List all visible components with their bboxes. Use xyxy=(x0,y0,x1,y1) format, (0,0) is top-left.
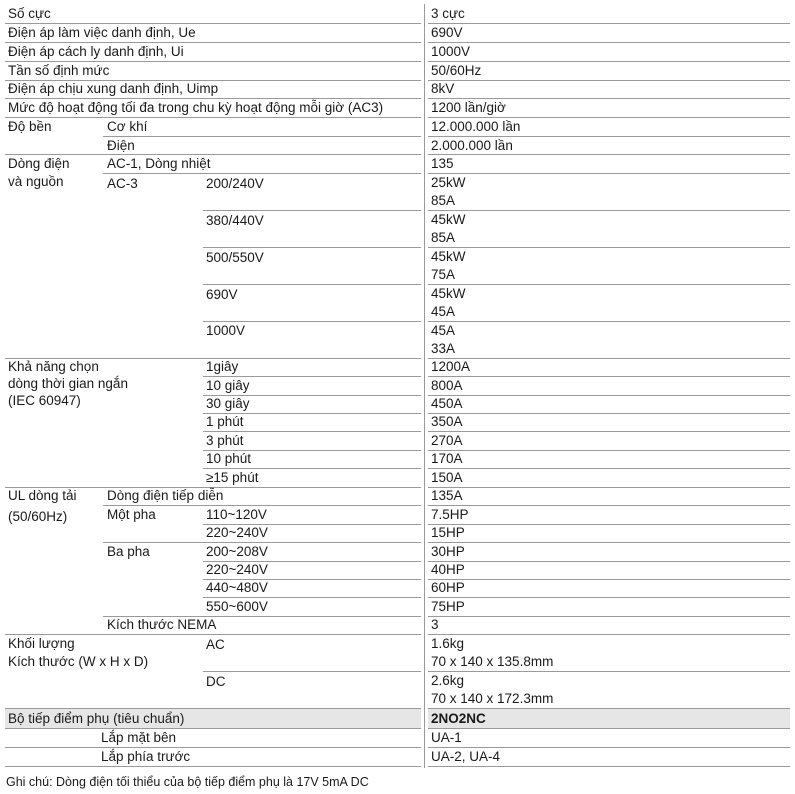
rule xyxy=(203,671,421,672)
label-r-550: 550~600V xyxy=(206,599,268,614)
rule xyxy=(428,284,790,285)
label-t-30s: 30 giây xyxy=(206,396,250,411)
rule xyxy=(428,671,790,672)
label-t-10m: 10 phút xyxy=(206,451,252,466)
rule xyxy=(428,173,790,174)
rule xyxy=(428,561,790,562)
rule xyxy=(428,579,790,580)
rule xyxy=(428,376,790,377)
value-ac-mass: 1.6kg xyxy=(431,636,465,651)
value-dong-tiep-dien: 135A xyxy=(431,488,463,503)
rule xyxy=(5,766,421,767)
label-kha-nang-1: Khả năng chọn xyxy=(8,359,99,374)
rule xyxy=(428,616,790,617)
value-ac1: 135 xyxy=(431,156,454,171)
rule xyxy=(428,42,790,43)
rule xyxy=(428,766,790,767)
value-t-10m: 170A xyxy=(431,451,463,466)
value-a-500: 75A xyxy=(431,267,456,282)
value-r-220a: 15HP xyxy=(431,525,465,540)
label-lap-mat-ben: Lắp mặt bên xyxy=(101,730,177,745)
rule xyxy=(103,173,421,174)
value-kw-690: 45kW xyxy=(431,286,466,301)
rule xyxy=(428,468,790,469)
rule xyxy=(428,542,790,543)
value-r-110: 7.5HP xyxy=(431,507,469,522)
label-v-1000: 1000V xyxy=(206,323,246,338)
value-t-1m: 350A xyxy=(431,414,463,429)
value-a-690: 45A xyxy=(431,304,456,319)
value-ac-dim: 70 x 140 x 135.8mm xyxy=(431,654,554,669)
label-dong-dien-1: Dòng điện xyxy=(8,156,70,171)
value-so-cuc: 3 cực xyxy=(431,6,465,21)
rule xyxy=(428,487,790,488)
value-v1000-2: 33A xyxy=(431,341,456,356)
label-ac3: AC-3 xyxy=(107,176,138,191)
label-t-15m: ≥15 phút xyxy=(206,470,259,485)
rule xyxy=(5,747,421,748)
value-kw-500: 45kW xyxy=(431,249,466,264)
label-r-110: 110~120V xyxy=(206,507,267,522)
value-tan-so: 50/60Hz xyxy=(431,63,482,78)
rule xyxy=(428,431,790,432)
label-t-10s: 10 giây xyxy=(206,378,250,393)
rule xyxy=(5,708,421,709)
value-co-khi: 12.000.000 lần xyxy=(431,119,521,134)
rule xyxy=(103,136,421,137)
value-dc-dim: 70 x 140 x 172.3mm xyxy=(431,691,554,706)
rule xyxy=(5,117,421,118)
label-r-440: 440~480V xyxy=(206,580,268,595)
label-kha-nang-2: dòng thời gian ngắn xyxy=(8,376,128,391)
label-ue: Điện áp làm việc danh định, Ue xyxy=(8,25,196,40)
label-r-220b: 220~240V xyxy=(206,562,268,577)
rule xyxy=(428,61,790,62)
value-r-440: 60HP xyxy=(431,580,465,595)
label-dc: DC xyxy=(206,674,226,689)
value-dc-mass: 2.6kg xyxy=(431,673,465,688)
rule xyxy=(203,284,421,285)
label-uimp: Điện áp chịu xung danh định, Uimp xyxy=(8,81,219,96)
rule xyxy=(203,210,421,211)
label-ba-pha: Ba pha xyxy=(107,544,150,559)
label-v-690: 690V xyxy=(206,287,238,302)
value-t-30s: 450A xyxy=(431,396,463,411)
label-ul-1: UL dòng tải xyxy=(8,488,77,503)
rule xyxy=(428,321,790,322)
value-nema: 3 xyxy=(431,617,439,632)
value-lap-mat-ben: UA-1 xyxy=(431,730,462,745)
value-dien: 2.000.000 lần xyxy=(431,138,513,153)
rule xyxy=(428,634,790,635)
rule xyxy=(428,728,790,729)
label-ui: Điện áp cách ly danh định, Ui xyxy=(8,44,184,59)
rule xyxy=(428,210,790,211)
label-v-500: 500/550V xyxy=(206,250,264,265)
label-t-1m: 1 phút xyxy=(206,414,244,429)
value-t-1s: 1200A xyxy=(431,359,471,374)
rule xyxy=(428,23,790,24)
value-a-380: 85A xyxy=(431,230,456,245)
value-ue: 690V xyxy=(431,25,463,40)
rule xyxy=(428,597,790,598)
value-t-3m: 270A xyxy=(431,433,463,448)
value-r-550: 75HP xyxy=(431,599,465,614)
label-t-3m: 3 phút xyxy=(206,433,244,448)
label-ac: AC xyxy=(206,637,225,652)
label-co-khi: Cơ khí xyxy=(107,119,148,134)
label-v-200: 200/240V xyxy=(206,176,264,191)
rule xyxy=(428,450,790,451)
value-r-220b: 40HP xyxy=(431,562,465,577)
value-bo-tiep-diem: 2NO2NC xyxy=(431,711,486,726)
footnote: Ghi chú: Dòng điện tối thiểu của bộ tiếp điểm phụ là 17V 5mA DC xyxy=(6,775,369,789)
label-r-200: 200~208V xyxy=(206,544,268,559)
value-t-15m: 150A xyxy=(431,470,463,485)
rule xyxy=(428,708,790,709)
label-nema: Kích thước NEMA xyxy=(107,617,217,632)
value-lap-phia-truoc: UA-2, UA-4 xyxy=(431,749,501,764)
value-kw-200: 25kW xyxy=(431,175,466,190)
label-kha-nang-3: (IEC 60947) xyxy=(8,393,81,408)
rule xyxy=(428,395,790,396)
label-dien: Điện xyxy=(107,138,135,153)
label-do-ben: Độ bền xyxy=(8,119,52,134)
label-kich-thuoc: Kích thước (W x H x D) xyxy=(8,654,149,669)
label-t-1s: 1giây xyxy=(206,359,239,374)
label-bo-tiep-diem: Bộ tiếp điểm phụ (tiêu chuẩn) xyxy=(8,711,185,726)
rule xyxy=(5,728,421,729)
label-ac1: AC-1, Dòng nhiệt xyxy=(107,156,211,171)
label-r-220a: 220~240V xyxy=(206,525,268,540)
rule xyxy=(428,80,790,81)
value-muc-do: 1200 lần/giờ xyxy=(431,100,506,115)
value-a-200: 85A xyxy=(431,193,456,208)
value-kw-380: 45kW xyxy=(431,212,466,227)
label-tan-so: Tần số định mức xyxy=(8,63,110,78)
value-uimp: 8kV xyxy=(431,81,455,96)
label-mot-pha: Một pha xyxy=(107,507,156,522)
label-v-380: 380/440V xyxy=(206,213,264,228)
value-r-200: 30HP xyxy=(431,544,465,559)
rule xyxy=(428,524,790,525)
label-muc-do: Mức độ hoạt động tối đa trong chu kỳ hoạt động mỗi giờ (AC3) xyxy=(8,100,384,115)
column-divider xyxy=(424,4,425,768)
label-so-cuc: Số cực xyxy=(8,6,51,21)
label-khoi-luong: Khối lượng xyxy=(8,636,75,651)
rule xyxy=(428,413,790,414)
value-ui: 1000V xyxy=(431,44,471,59)
rule xyxy=(428,358,790,359)
rule xyxy=(428,247,790,248)
label-dong-dien-2: và nguồn xyxy=(8,174,64,189)
rule xyxy=(428,505,790,506)
rule xyxy=(203,247,421,248)
label-dong-tiep-dien: Dòng điện tiếp diễn xyxy=(107,488,224,503)
value-t-10s: 800A xyxy=(431,378,463,393)
label-lap-phia-truoc: Lắp phía trước xyxy=(101,749,191,764)
value-v1000-1: 45A xyxy=(431,323,456,338)
label-ul-2: (50/60Hz) xyxy=(8,509,68,524)
